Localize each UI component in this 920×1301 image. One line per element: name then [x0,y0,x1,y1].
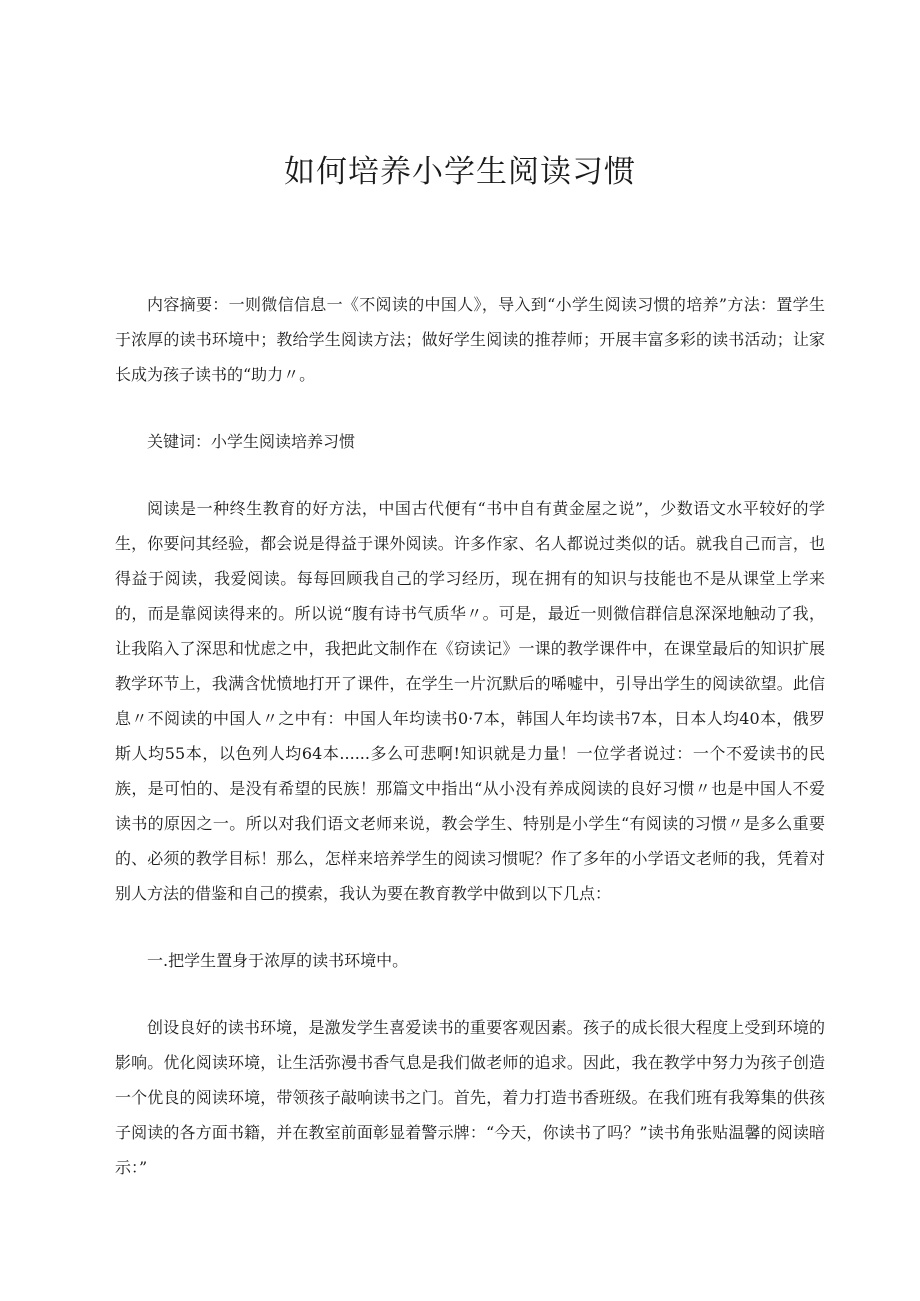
keywords-paragraph: 关键词：小学生阅读培养习惯 [147,432,356,451]
document-body [115,287,825,1185]
abstract-paragraph: 内容摘要：一则微信信息一《不阅读的中国人》，导入到“小学生阅读习惯的培养”方法：置学生于浓厚的读书环境中；教给学生阅读方法；做好学生阅读的推荐师；开展丰富多彩的读书活动；让家长成为孩子读书的“助力〃。 [115,295,825,384]
intro-paragraph: 阅读是一种终生教育的好方法，中国古代便有“书中自有黄金屋之说”，少数语文水平较好的学生，你要问其经验，都会说是得益于课外阅读。许多作家、名人都说过类似的话。就我自己而言，也得益于阅读，我爱阅读。每每回顾我自己的学习经历，现在拥有的知识与技能也不是从课堂上学来的，而是靠阅读得来的。所以说“腹有诗书气质华〃。可是，最近一则微信群信息深深地触动了我，让我陷入了深思和忧虑之中，我把此文制作在《窃读记》一课的教学课件中，在课堂最后的知识扩展教学环节上，我满含忧愤地打开了课件，在学生一片沉默后的唏嘘中，引导出学生的阅读欲望。此信息〃不阅读的中国人〃之中有：中国人年均读书0·7本，韩国人年均读书7本，日本人均40本，俄罗斯人均55本，以色列人均64本......多么可悲啊!知识就是力量！一位学者说过：一个不爱读书的民族，是可怕的、是没有希望的民族！那篇文中指出“从小没有养成阅读的良好习惯〃也是中国人不爱读书的原因之一。所以对我们语文老师来说，教会学生、特别是小学生“有阅读的习惯〃是多么重要的、必须的教学目标！那么，怎样来培养学生的阅读习惯呢？作了多年的小学语文老师的我，凭着对别人方法的借鉴和自己的摸索，我认为要在教育教学中做到以下几点： [115,499,825,903]
section-heading-1: 一.把学生置身于浓厚的读书环境中。 [147,951,409,970]
document-title: 如何培养小学生阅读习惯 [284,154,636,190]
section-1-paragraph: 创设良好的读书环境，是激发学生喜爱读书的重要客观因素。孩子的成长很大程度上受到环境的影响。优化阅读环境，让生活弥漫书香气息是我们做老师的追求。因此，我在教学中努力为孩子创造一个优良的阅读环境，带领孩子敲响读书之门。首先，着力打造书香班级。在我们班有我筹集的供孩子阅读的各方面书籍，并在教室前面彰显着警示牌：“今天，你读书了吗？”读书角张贴温馨的阅读暗示：” [115,1018,825,1177]
